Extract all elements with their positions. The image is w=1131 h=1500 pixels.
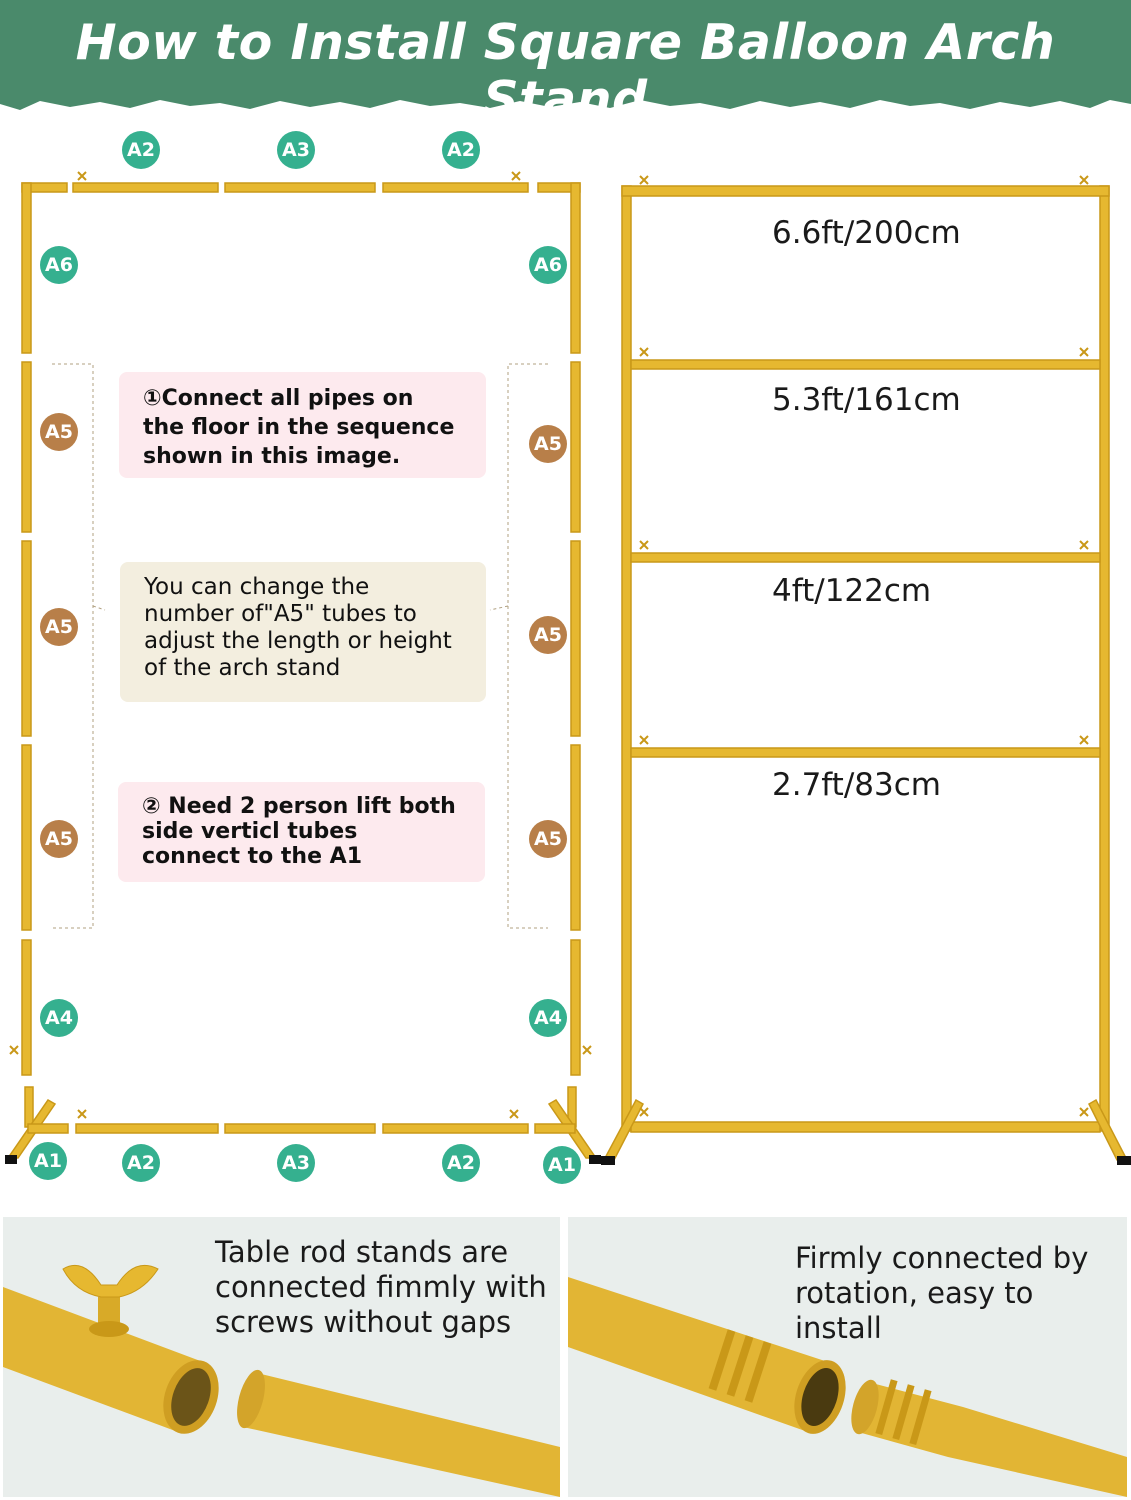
label-a2-bottom-right: A2	[442, 1144, 480, 1182]
note-step-2: ② Need 2 person lift both side verticl tubes connect to the A1	[118, 782, 485, 882]
pipe-a5-right-1	[571, 362, 580, 532]
rotation-connection-text: Firmly connected by rotation, easy to install	[795, 1241, 1089, 1345]
page-title: How to Install Square Balloon Arch Stand	[75, 14, 1056, 128]
label-a6-left: A6	[40, 246, 78, 284]
label-a3-bottom: A3	[277, 1144, 315, 1182]
pipe-a3-top	[225, 183, 375, 192]
pipe-a4-right	[571, 940, 580, 1075]
label-a2-top-left: A2	[122, 131, 160, 169]
label-a1-right: A1	[543, 1146, 581, 1184]
pipe-a2-top-right	[383, 183, 528, 192]
pipe-a5-right-3	[571, 745, 580, 930]
pipe-a1-left-post	[25, 1087, 33, 1127]
assembled-stand-diagram	[600, 170, 1131, 1170]
height-label-122cm: 4ft/122cm	[772, 573, 932, 609]
label-a1-left: A1	[29, 1142, 67, 1180]
label-a5-left-2: A5	[40, 608, 78, 646]
pipe-a2-bottom-right	[383, 1124, 528, 1133]
screw-connection-panel	[3, 1217, 560, 1497]
rotation-connection-panel	[568, 1217, 1127, 1497]
label-a6-right: A6	[529, 246, 567, 284]
pipe-a5-right-2	[571, 541, 580, 736]
pipe-a5-left-2	[22, 541, 31, 736]
pipe-a2-bottom-left	[76, 1124, 218, 1133]
pipe-a6-left	[22, 183, 31, 353]
pipe-a5-left-3	[22, 745, 31, 930]
label-a5-right-1: A5	[529, 425, 567, 463]
label-a4-right: A4	[529, 999, 567, 1037]
screw-connection-text: Table rod stands are connected fimmly with screws without gaps	[215, 1235, 547, 1339]
label-a2-bottom-left: A2	[122, 1144, 160, 1182]
note-tip: You can change the number of"A5" tubes to adjust the length or height of the arch stand	[120, 562, 486, 702]
label-a5-left-3: A5	[40, 820, 78, 858]
height-label-200cm: 6.6ft/200cm	[772, 215, 961, 251]
label-a5-left-1: A5	[40, 413, 78, 451]
pipe-a5-left-1	[22, 362, 31, 532]
pipe-a3-bottom	[225, 1124, 375, 1133]
note-step-1: ①Connect all pipes on the floor in the sequence shown in this image.	[119, 372, 486, 478]
height-label-83cm: 2.7ft/83cm	[772, 767, 941, 803]
label-a2-top-right: A2	[442, 131, 480, 169]
label-a5-right-3: A5	[529, 820, 567, 858]
label-a4-left: A4	[40, 999, 78, 1037]
pipe-a4-left	[22, 940, 31, 1075]
label-a5-right-2: A5	[529, 616, 567, 654]
height-label-161cm: 5.3ft/161cm	[772, 382, 961, 418]
pipe-a2-top-left	[73, 183, 218, 192]
pipe-a6-right	[571, 183, 580, 353]
label-a3-top: A3	[277, 131, 315, 169]
